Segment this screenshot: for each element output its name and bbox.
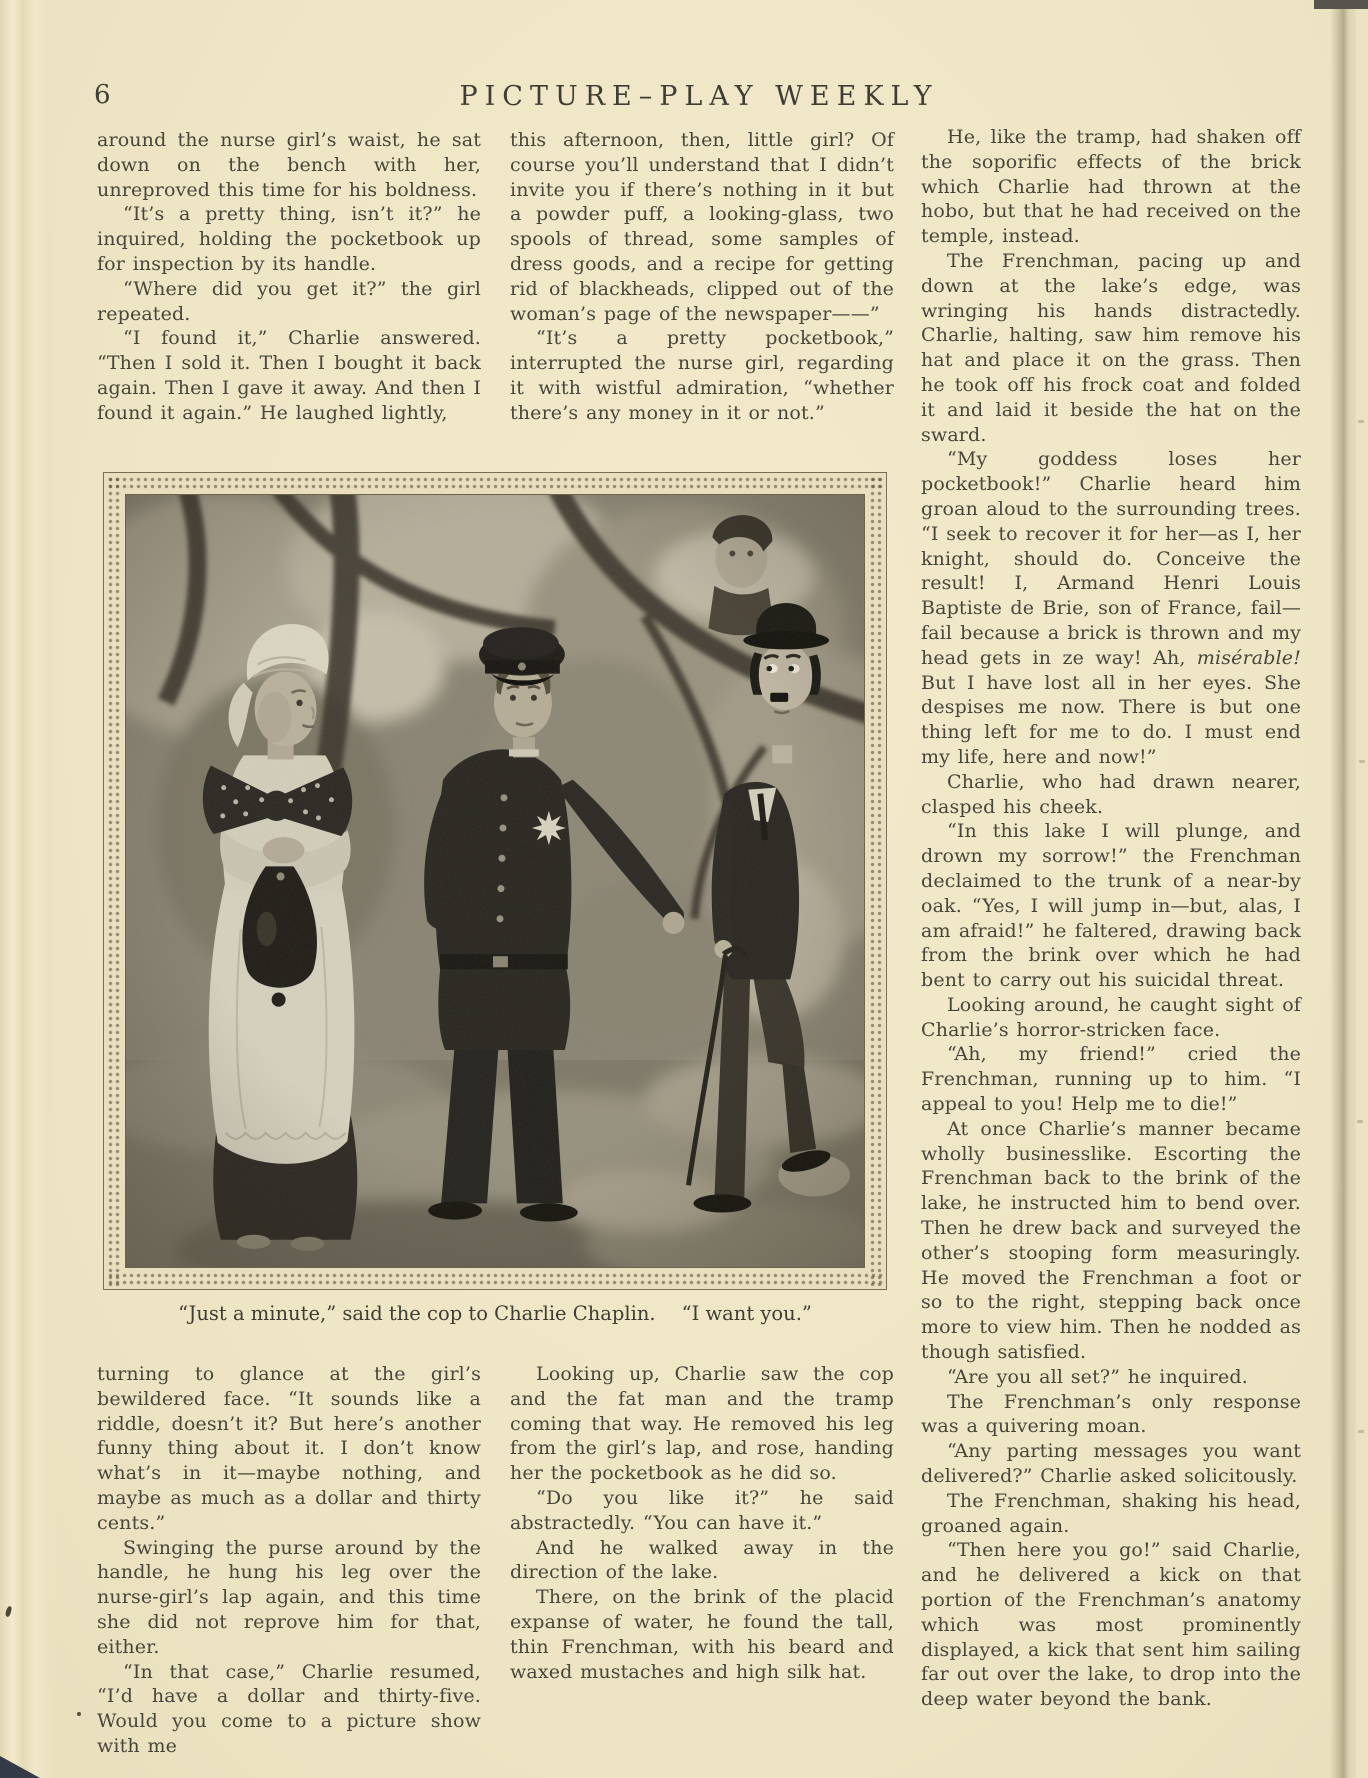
paragraph-text: “My goddess loses her pocketbook!” Charlie heard him groan aloud to the surrounding trees. “I seek to recover it for her—as I, her knight, should do. Conceive the result! I, Armand Henri Louis Baptiste de Brie, son of France, fail—fail because a brick is thrown and my head gets in ze way! Ah, [921,448,1301,669]
paragraph: Looking up, Charlie saw the cop and the fat man and the tramp coming that way. He removed his leg from the girl’s lap, and rose, handing her the pocketbook as he did so. [510,1363,894,1485]
paragraph: “Where did you get it?” the girl repeated. [97,277,481,325]
italic-word: misérable! [1196,646,1301,669]
column-1-top [97,128,481,426]
paragraph: Swinging the purse around by the handle, he hung his leg over the nurse-girl’s lap again, and this time she did not reprove him for that, either. [97,1536,481,1658]
page-stack-edge [1330,0,1356,1778]
paragraph: this afternoon, then, little girl? Of course you’ll understand that I didn’t invite you if there’s nothing in it but a powder puff, a looking-glass, two spools of thread, some samples of dress goods, and a recipe for getting rid of blackheads, clipped out of the woman’s page of the newspaper——” [510,129,894,325]
paragraph: “In this lake I will plunge, and drown my sorrow!” the Frenchman declaimed to the trunk of a near-by oak. “Yes, I will jump in—but, alas, I am afraid!” he faltered, drawing back from the brink over which he had bent to carry out his suicidal threat. [921,820,1301,992]
bleed-through-mark [1357,1120,1363,1123]
next-page-sliver [1356,0,1368,1778]
paragraph: There, on the brink of the placid expanse of water, he found the tall, thin Frenchman, with his beard and waxed mustaches and high silk hat. [510,1586,894,1683]
paragraph: around the nurse girl’s waist, he sat down on the bench with her, unreproved this time for his boldness. [97,129,481,201]
column-3 [921,125,1301,1712]
ornate-border-bottom [107,1272,883,1286]
ink-blemish [77,1712,81,1716]
column-2-bottom [510,1362,894,1684]
paragraph: “It’s a pretty thing, isn’t it?” he inquired, holding the pocketbook up for inspection by its handle. [97,203,481,275]
page-binding-edge [0,0,58,1778]
chaplin-scene-photo [125,494,865,1268]
paragraph: “Then here you go!” said Charlie, and he delivered a kick on that portion of the Frenchman’s anatomy which was most prominently displayed, a kick that sent him sailing far out over the lake, to drop into the deep water beyond the bank. [921,1539,1301,1711]
paragraph: “I found it,” Charlie answered. “Then I sold it. Then I bought it back again. Then I gave it away. And then I found it again.” He laughed lightly, [97,327,481,424]
paragraph [921,447,1301,769]
paragraph-text: But I have lost all in her eyes. She despises me now. There is but one thing left for me to do. I must end my life, here and now!” [921,671,1301,768]
paragraph: “Do you like it?” he said abstractedly. “You can have it.” [510,1486,894,1534]
photo-illustration [126,495,864,1267]
paragraph: turning to glance at the girl’s bewildered face. “It sounds like a riddle, doesn’t it? But here’s another funny thing about it. I don’t know what’s in it—maybe nothing, and maybe as much as a dollar and thirty cents.” [97,1363,481,1534]
paragraph: “Any parting messages you want delivered?” Charlie asked solicitously. [921,1440,1301,1488]
photo-caption [103,1302,887,1325]
bleed-through-mark [1358,1430,1364,1433]
caption-part-1: “Just a minute,” said the cop to Charlie Chaplin. [178,1302,656,1325]
scan-corner-mark [1314,0,1368,9]
paragraph: Looking around, he caught sight of Charlie’s horror-stricken face. [921,993,1301,1041]
bleed-through-mark [1359,760,1365,763]
page-title: PICTURE–PLAY WEEKLY [459,81,939,112]
paragraph: And he walked away in the direction of the lake. [510,1536,894,1584]
photo-frame [103,472,887,1290]
column-2-top [510,128,894,426]
paragraph: The Frenchman’s only response was a quivering moan. [921,1390,1301,1438]
page-number: 6 [94,80,111,110]
bleed-through-mark [1358,420,1364,423]
paragraph: Charlie, who had drawn nearer, clasped his cheek. [921,770,1301,818]
ornate-border-top [107,476,883,490]
paragraph: “In that case,” Charlie resumed, “I’d have a dollar and thirty-five. Would you come to a picture show with me [97,1660,481,1757]
ornate-border-right [869,476,883,1286]
paragraph: “Are you all set?” he inquired. [947,1365,1248,1388]
paragraph: He, like the tramp, had shaken off the soporific effects of the brick which Charlie had thrown at the hobo, but that he had received on the temple, instead. [921,126,1301,248]
paragraph: At once Charlie’s manner became wholly businesslike. Escorting the Frenchman back to the brink of the lake, he instructed him to bend over. Then he drew back and surveyed the other’s stooping form measuringly. He moved the Frenchman a foot or so to the right, stepping back once more to view him. Then he nodded as though satisfied. [921,1117,1301,1364]
ornate-border-left [107,476,121,1286]
paragraph: “Ah, my friend!” cried the Frenchman, running up to him. “I appeal to you! Help me to die!” [921,1043,1301,1116]
paragraph: “It’s a pretty pocketbook,” interrupted the nurse girl, regarding it with wistful admiration, “whether there’s any money in it or not.” [510,327,894,424]
paragraph: The Frenchman, pacing up and down at the lake’s edge, was wringing his hands distractedly. Charlie, halting, saw him remove his hat and place it on the grass. Then he took off his frock coat and folded it and laid it beside the hat on the sward. [921,249,1301,446]
caption-part-2: “I want you.” [681,1302,812,1325]
paragraph: The Frenchman, shaking his head, groaned again. [921,1489,1301,1537]
column-1-bottom [97,1362,481,1759]
